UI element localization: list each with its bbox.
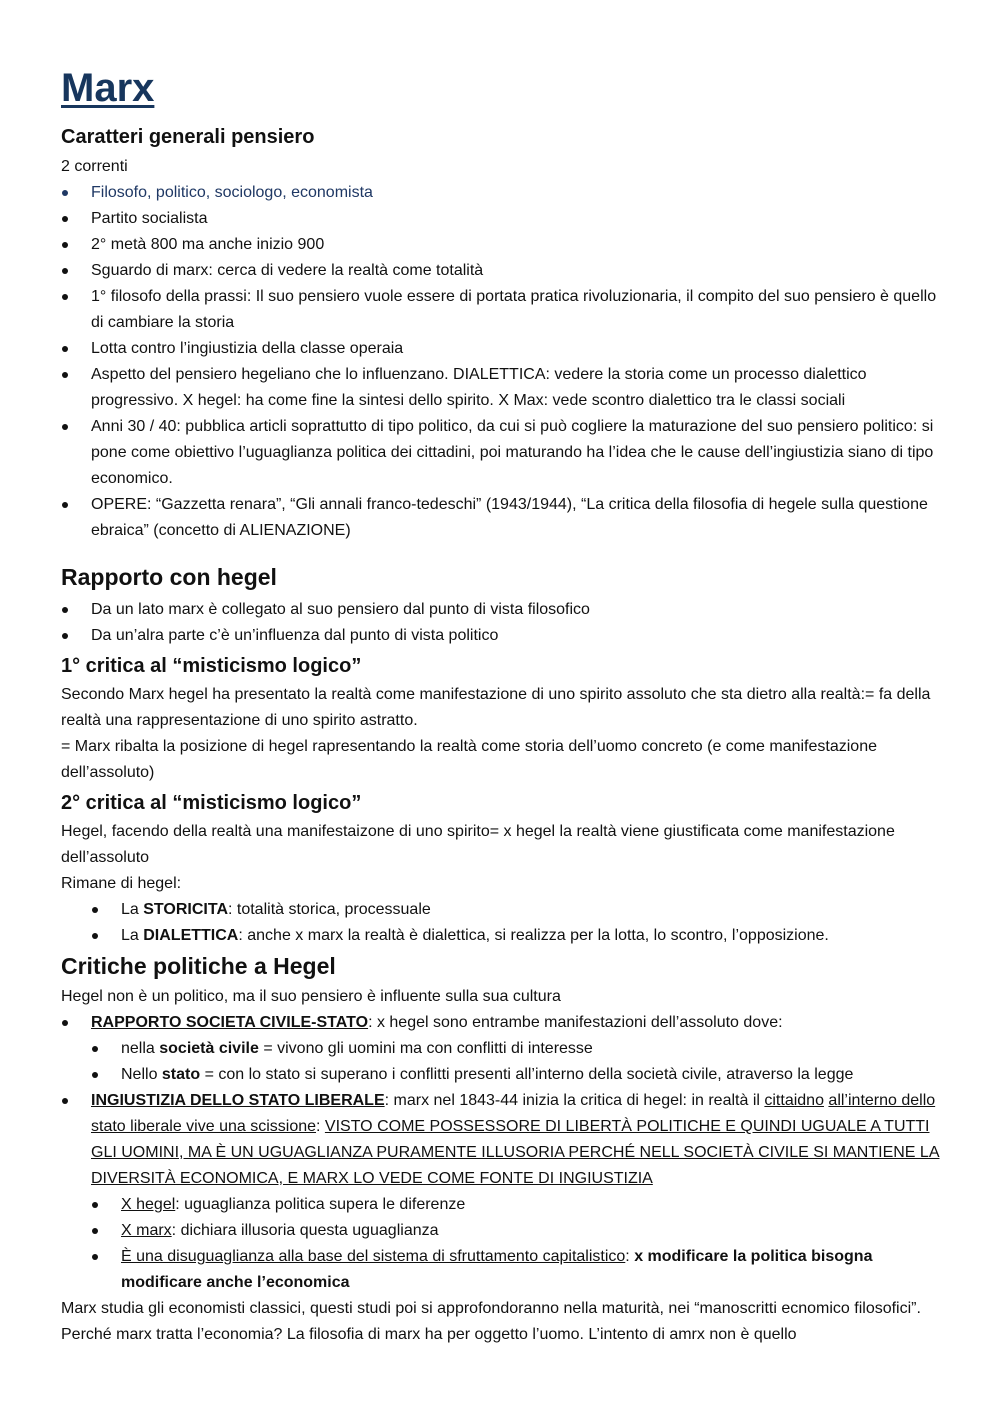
- item-text: :: [316, 1118, 325, 1135]
- paragraph: Rimane di hegel:: [61, 875, 182, 892]
- item-underlined: cittaidno: [764, 1092, 824, 1109]
- paragraph: Marx studia gli economisti classici, questi studi poi si approfondoranno nella maturità, nei “manoscritti ecnomico filosofici”. Perché marx tratta l’economia? La filosofia di marx ha per oggetto l’uomo. L’intento di amrx non è quello: [61, 1300, 921, 1343]
- item-underlined: X hegel: [121, 1196, 176, 1213]
- item-text: : anche x marx la realtà è dialettica, si realizza per la lotta, lo scontro, l’opposizione.: [238, 927, 829, 944]
- section-heading-caratteri: Caratteri generali pensiero: [61, 126, 315, 148]
- bullet-list-critiche-2: [61, 1088, 941, 1192]
- item-underlined: È una disuguaglianza alla base del sistema di sfruttamento capitalistico: [121, 1248, 626, 1265]
- list-item: [91, 1062, 941, 1088]
- list-item: [91, 923, 941, 949]
- list-item: 1° filosofo della prassi: Il suo pensiero vuole essere di portata pratica rivoluzionaria, il compito del suo pensiero è quello di cambiare la storia: [61, 284, 941, 336]
- list-item: Anni 30 / 40: pubblica articli soprattutto di tipo politico, da cui si può cogliere la maturazione del suo pensiero politico: si pone come obiettivo l’uguaglianza politica dei cittadini, poi maturando ha l’idea che le cause dell’ingiustizia siano di tipo economico.: [61, 414, 941, 492]
- item-label: RAPPORTO SOCIETA CIVILE-STATO: [91, 1014, 369, 1031]
- item-text: = vivono gli uomini ma con conflitti di interesse: [258, 1040, 593, 1057]
- list-item: Filosofo, politico, sociologo, economista: [61, 180, 941, 206]
- item-text: = con lo stato si superano i conflitti presenti all’interno della società civile, atraverso la legge: [200, 1066, 854, 1083]
- list-item: [91, 1244, 941, 1296]
- item-text: La: [121, 901, 144, 918]
- bullet-list-rimane: [91, 897, 941, 949]
- item-text: :: [625, 1248, 635, 1265]
- item-bold: STORICITA: [143, 901, 228, 918]
- item-bold: stato: [161, 1066, 201, 1083]
- section-heading-critica-2: 2° critica al “misticismo logico”: [61, 792, 362, 814]
- document-title: Marx: [61, 66, 155, 110]
- list-item: Da un’alra parte c’è un’influenza dal punto di vista politico: [61, 623, 941, 649]
- item-text: : marx nel 1843-44 inizia la critica di hegel: in realtà il: [384, 1092, 765, 1109]
- item-label: INGIUSTIZIA DELLO STATO LIBERALE: [91, 1092, 385, 1109]
- item-text: : dichiara illusoria questa uguaglianza: [171, 1222, 439, 1239]
- list-item: Aspetto del pensiero hegeliano che lo influenzano. DIALETTICA: vedere la storia come un processo dialettico progressivo. X hegel: ha come fine la sintesi dello spirito. X Max: vede scontro dialettico tra le classi sociali: [61, 362, 941, 414]
- bullet-list-rapporto: [61, 597, 941, 649]
- list-item: [91, 1218, 941, 1244]
- item-underlined: all’interno dello stato liberale vive una scissione: [91, 1092, 936, 1135]
- item-text: Nello: [121, 1066, 162, 1083]
- paragraph: = Marx ribalta la posizione di hegel rapresentando la realtà come storia dell’uomo concreto (e come manifestazione dell’assoluto): [61, 738, 877, 781]
- list-item: Partito socialista: [61, 206, 941, 232]
- paragraph: Secondo Marx hegel ha presentato la realtà come manifestazione di uno spirito assoluto che sta dietro alla realtà:= fa della realtà una rappresentazione di uno spirito astratto.: [61, 686, 931, 729]
- item-bold: x modificare la politica bisogna modificare anche l’economica: [121, 1248, 873, 1291]
- section-heading-rapporto: Rapporto con hegel: [61, 564, 277, 590]
- list-item: OPERE: “Gazzetta renara”, “Gli annali franco-tedeschi” (1943/1944), “La critica della filosofia di hegele sulla questione ebraica” (concetto di ALIENAZIONE): [61, 492, 941, 544]
- item-bold: DIALETTICA: [143, 927, 239, 944]
- paragraph: Hegel, facendo della realtà una manifestaizone di uno spirito= x hegel la realtà viene giustificata come manifestazione dell’assoluto: [61, 823, 895, 866]
- item-text: : totalità storica, processuale: [228, 901, 431, 918]
- sub-list-uguaglianza: [91, 1192, 941, 1296]
- paragraph: Hegel non è un politico, ma il suo pensiero è influente sulla sua cultura: [61, 988, 561, 1005]
- item-bold: società civile: [159, 1040, 259, 1057]
- item-underlined: VISTO COME POSSESSORE DI LIBERTÀ POLITICHE E QUINDI UGUALE A TUTTI GLI UOMINI, MA È UN UGUAGLIANZA PURAMENTE ILLUSORIA PERCHÉ NELL SOCIETÀ CIVILE SI MANTIENE LA DIVERSITÀ ECONOMICA, E MARX LO VEDE COME FONTE DI INGIUSTIZIA: [91, 1118, 940, 1187]
- list-item: [91, 1036, 941, 1062]
- list-item: Da un lato marx è collegato al suo pensiero dal punto di vista filosofico: [61, 597, 941, 623]
- section-heading-critiche-politiche: Critiche politiche a Hegel: [61, 953, 336, 979]
- item-text: : uguaglianza politica supera le diferenze: [175, 1196, 466, 1213]
- section-heading-critica-1: 1° critica al “misticismo logico”: [61, 655, 362, 677]
- bullet-list-caratteri: [61, 180, 941, 544]
- list-item: Sguardo di marx: cerca di vedere la realtà come totalità: [61, 258, 941, 284]
- item-text: nella: [121, 1040, 160, 1057]
- sub-list-societa: [91, 1036, 941, 1088]
- list-item: 2° metà 800 ma anche inizio 900: [61, 232, 941, 258]
- bullet-list-critiche-1: [61, 1010, 941, 1036]
- item-text: La: [121, 927, 144, 944]
- section-intro: 2 correnti: [61, 158, 128, 175]
- list-item: [61, 1088, 941, 1192]
- list-item: [91, 897, 941, 923]
- list-item: [91, 1192, 941, 1218]
- item-text: : x hegel sono entrambe manifestazioni dell’assoluto dove:: [368, 1014, 783, 1031]
- list-item: [61, 1010, 941, 1036]
- list-item: Lotta contro l’ingiustizia della classe operaia: [61, 336, 941, 362]
- item-underlined: X marx: [121, 1222, 172, 1239]
